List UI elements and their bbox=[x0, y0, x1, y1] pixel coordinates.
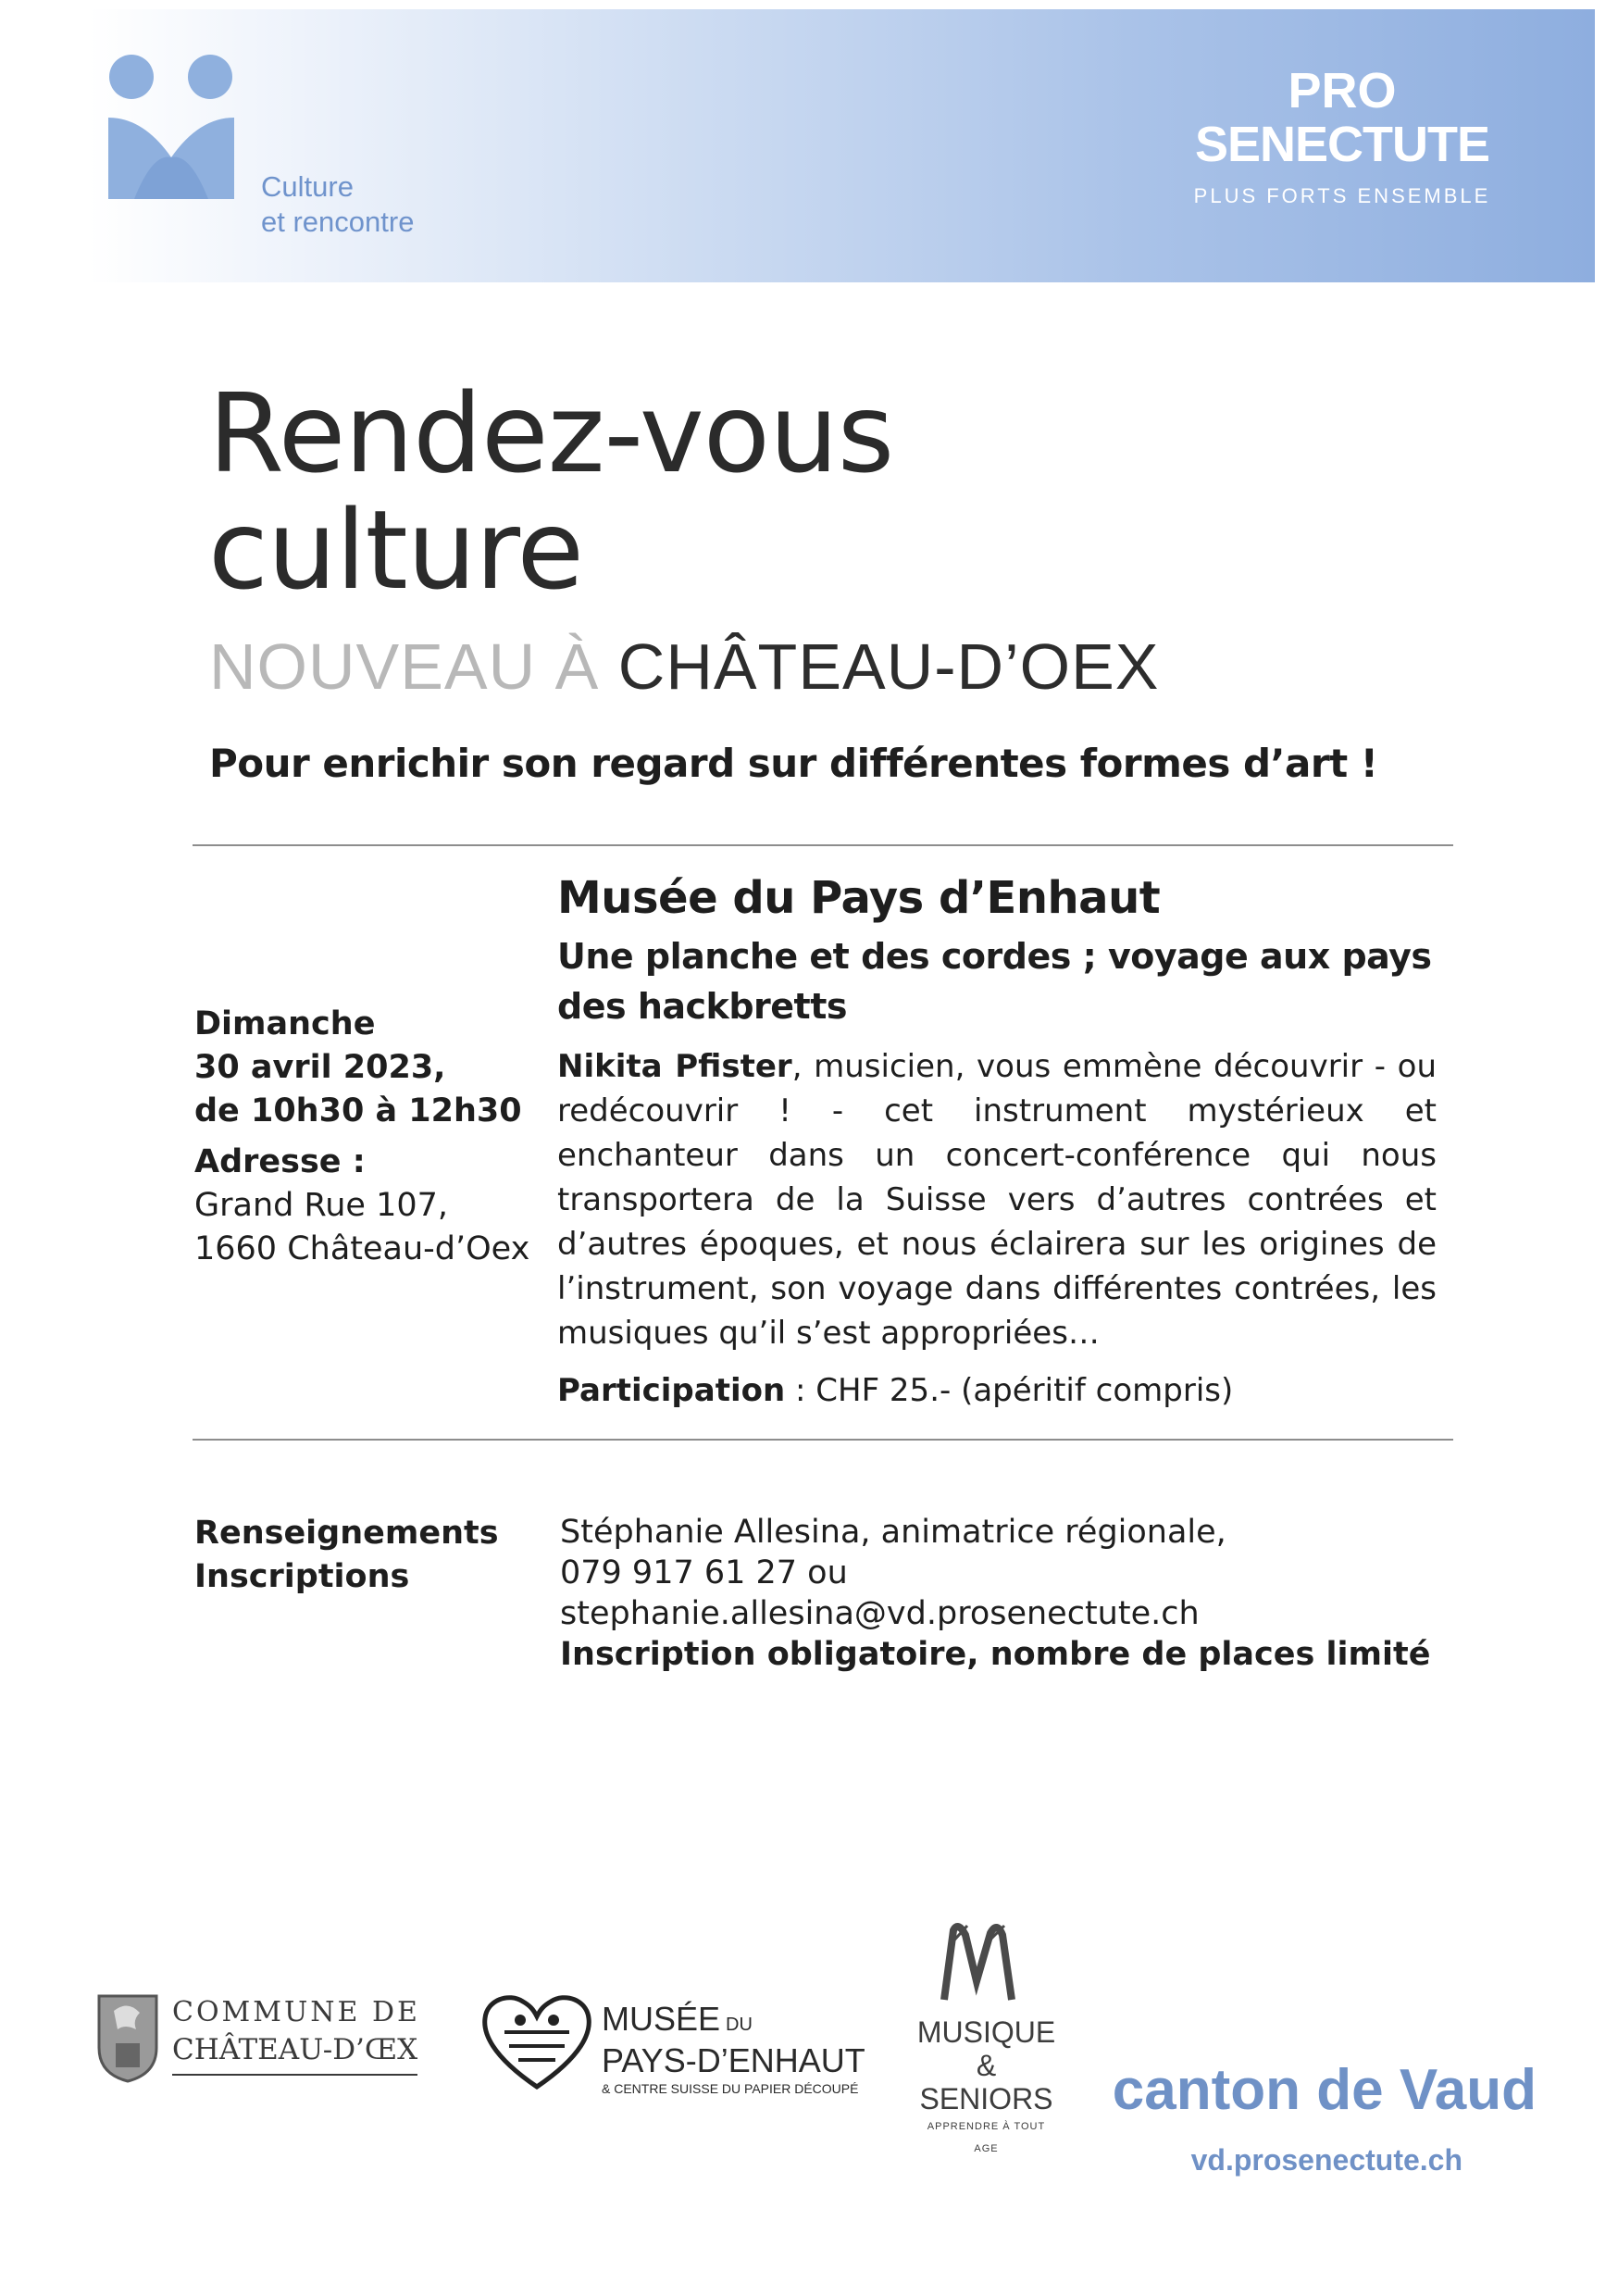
musee-line-2: PAYS-D’ENHAUT bbox=[602, 2041, 865, 2079]
event-date: 30 avril 2023, bbox=[194, 1049, 446, 1086]
address-label: Adresse : bbox=[194, 1143, 366, 1180]
info-label-2: Inscriptions bbox=[194, 1558, 410, 1595]
divider-bottom bbox=[193, 1439, 1453, 1441]
musee-logo bbox=[602, 2002, 865, 2098]
brand-line-1: PRO bbox=[1288, 63, 1397, 119]
commune-line-1: COMMUNE DE bbox=[172, 1996, 420, 2028]
event-time: de 10h30 à 12h30 bbox=[194, 1092, 522, 1129]
price-label: Participation bbox=[557, 1372, 786, 1409]
info-label-1: Renseignements bbox=[194, 1515, 499, 1552]
contact-email[interactable]: stephanie.allesina@vd.prosenectute.ch bbox=[560, 1595, 1200, 1632]
subtitle bbox=[209, 630, 1160, 704]
tagline: Pour enrichir son regard sur différentes formes d’art ! bbox=[209, 741, 1378, 786]
canton-vaud: canton de Vaud bbox=[1112, 2058, 1537, 2122]
commune-logo bbox=[172, 1994, 420, 2076]
pro-senectute-brand bbox=[1148, 65, 1537, 215]
brand-tagline: PLUS FORTS ENSEMBLE bbox=[1193, 184, 1491, 207]
description-text: , musicien, vous emmène découvrir - ou redécouvrir ! - cet instrument mystérieux et enchanteur dans un concert-conférence qui nous transportera de la Suisse vers d’autres contrées et d’autres époques, et nous éclairera sur les origines de l’instrument, son voyage dans différentes contrées, les musiques qu’il s’est appropriées… bbox=[557, 1048, 1437, 1352]
logo-text bbox=[261, 169, 414, 240]
event-day: Dimanche bbox=[194, 1005, 376, 1042]
logo-line-1: Culture bbox=[261, 170, 354, 203]
info-labels bbox=[194, 1512, 499, 1599]
event-price bbox=[557, 1368, 1437, 1413]
musique-seniors-logo bbox=[915, 2015, 1058, 2160]
event-description bbox=[557, 1044, 1437, 1355]
event-title: Une planche et des cordes ; voyage aux pays des hackbretts bbox=[557, 936, 1432, 1027]
contact-name: Stéphanie Allesina, animatrice régionale, bbox=[560, 1514, 1226, 1551]
title-line-2: culture bbox=[208, 486, 584, 614]
ms-line-2: & SENIORS bbox=[919, 2049, 1053, 2115]
ms-line-1: MUSIQUE bbox=[916, 2015, 1056, 2049]
musee-heart-icon bbox=[481, 1990, 592, 2092]
logo-line-2: et rencontre bbox=[261, 206, 415, 238]
musee-line-3: & CENTRE SUISSE DU PAPIER DÉCOUPÉ bbox=[602, 2081, 859, 2096]
page-title bbox=[208, 369, 894, 614]
subtitle-dark: CHÂTEAU-D’OEX bbox=[617, 630, 1160, 703]
subtitle-light: NOUVEAU À bbox=[209, 630, 600, 703]
musee-du: DU bbox=[726, 2015, 753, 2035]
brand-line-2: SENECTUTE bbox=[1194, 117, 1490, 172]
performer-name: Nikita Pfister bbox=[557, 1048, 792, 1085]
contact-phone[interactable]: 079 917 61 27 ou bbox=[560, 1554, 848, 1591]
address-line-1: Grand Rue 107, bbox=[194, 1187, 449, 1224]
divider-top bbox=[193, 844, 1453, 846]
commune-line-2: CHÂTEAU-D’ŒX bbox=[172, 2031, 417, 2076]
musique-seniors-monogram-icon bbox=[930, 1916, 1032, 2009]
musee-line-1: MUSÉE bbox=[602, 2000, 721, 2038]
price-value: : CHF 25.- (apéritif compris) bbox=[785, 1372, 1234, 1409]
culture-logo-icon bbox=[106, 51, 236, 199]
event-when bbox=[194, 1003, 529, 1271]
venue-name: Musée du Pays d’Enhaut bbox=[557, 872, 1161, 924]
website-link[interactable]: vd.prosenectute.ch bbox=[1190, 2143, 1462, 2177]
registration-notice: Inscription obligatoire, nombre de places limité bbox=[560, 1636, 1431, 1673]
ms-line-3: APPRENDRE À TOUT AGE bbox=[927, 2121, 1046, 2154]
address-line-2: 1660 Château-d’Oex bbox=[194, 1230, 530, 1267]
info-contact bbox=[560, 1512, 1439, 1675]
event-details bbox=[557, 870, 1437, 1413]
title-line-1: Rendez-vous bbox=[208, 369, 894, 497]
commune-crest-icon bbox=[95, 1992, 160, 2085]
